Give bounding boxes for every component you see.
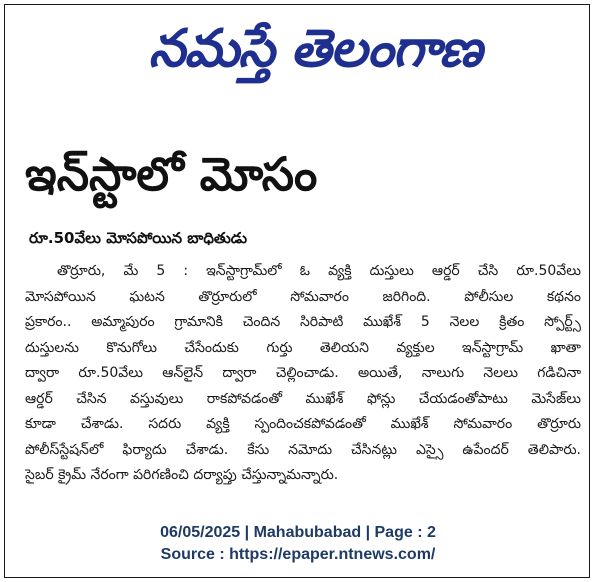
source-link[interactable]: Source : https://epaper.ntnews.com/ — [160, 546, 436, 563]
newspaper-clipping — [15, 13, 591, 515]
article-body-line: ద్వారా రూ.50వేలు ఆన్‌లైన్ ద్వారా చెల్లించాడు. అయితే, నాలుగు నెలలు గడిచినా — [25, 365, 581, 381]
article-body-line: దుస్తులను కొనుగోలు చేసేందుకు గుర్తు తెలియని వ్యక్తుల ఇన్‌స్టాగ్రామ్ ఖాతా — [25, 339, 581, 356]
page-frame — [4, 4, 590, 578]
article-subheadline: రూ.50వేలు మోసపోయిన బాధితుడు — [29, 229, 248, 247]
article-body — [25, 259, 581, 489]
article-body-line: ఆర్డర్ చేసిన వస్తువులు రాకపోవడంతో ముఖేశ్ ఫోన్లు చేయడంతోపాటు మెసేజ్‌లు — [25, 390, 581, 407]
article-body-line: తొర్రూరు, మే 5 : ఇన్‌స్టాగ్రామ్‌లో ఓ వ్యక్తి దుస్తులు ఆర్డర్ చేసి రూ.50వేలు — [57, 263, 581, 279]
cropped-previous-text — [29, 98, 289, 112]
article-body-line: సైబర్ క్రైమ్ నేరంగా పరిగణించి దర్యాప్తు చేస్తున్నామన్నారు. — [25, 467, 339, 483]
article-body-line: మోసపోయిన ఘటన తొర్రూరులో సోమవారం జరిగింది. పోలీసుల కథనం — [25, 288, 581, 305]
masthead-logo: నమస్తే తెలంగాణ — [148, 18, 482, 79]
article-body-line: ప్రకారం.. అమ్మాపురం గ్రామానికి చెందిన సిరిపాటి ముఖేశ్ 5 నెలల క్రితం స్పోర్ట్స్ — [25, 314, 581, 330]
article-body-line: పోలీస్‌స్టేషన్‌లో ఫిర్యాదు చేశాడు. కేసు నమోదు చేసినట్లు ఎస్సై ఉపేందర్ తెలిపారు. — [25, 441, 581, 458]
edition-info: 06/05/2025 | Mahabubabad | Page : 2 — [160, 524, 436, 541]
article-body-line: కూడా చేశాడు. సదరు వ్యక్తి స్పందించకపోవడంతో ముఖేశ్ సోమవారం తొర్రూరు — [25, 416, 581, 432]
article-headline: ఇన్‌స్టాలో మోసం — [25, 147, 318, 201]
